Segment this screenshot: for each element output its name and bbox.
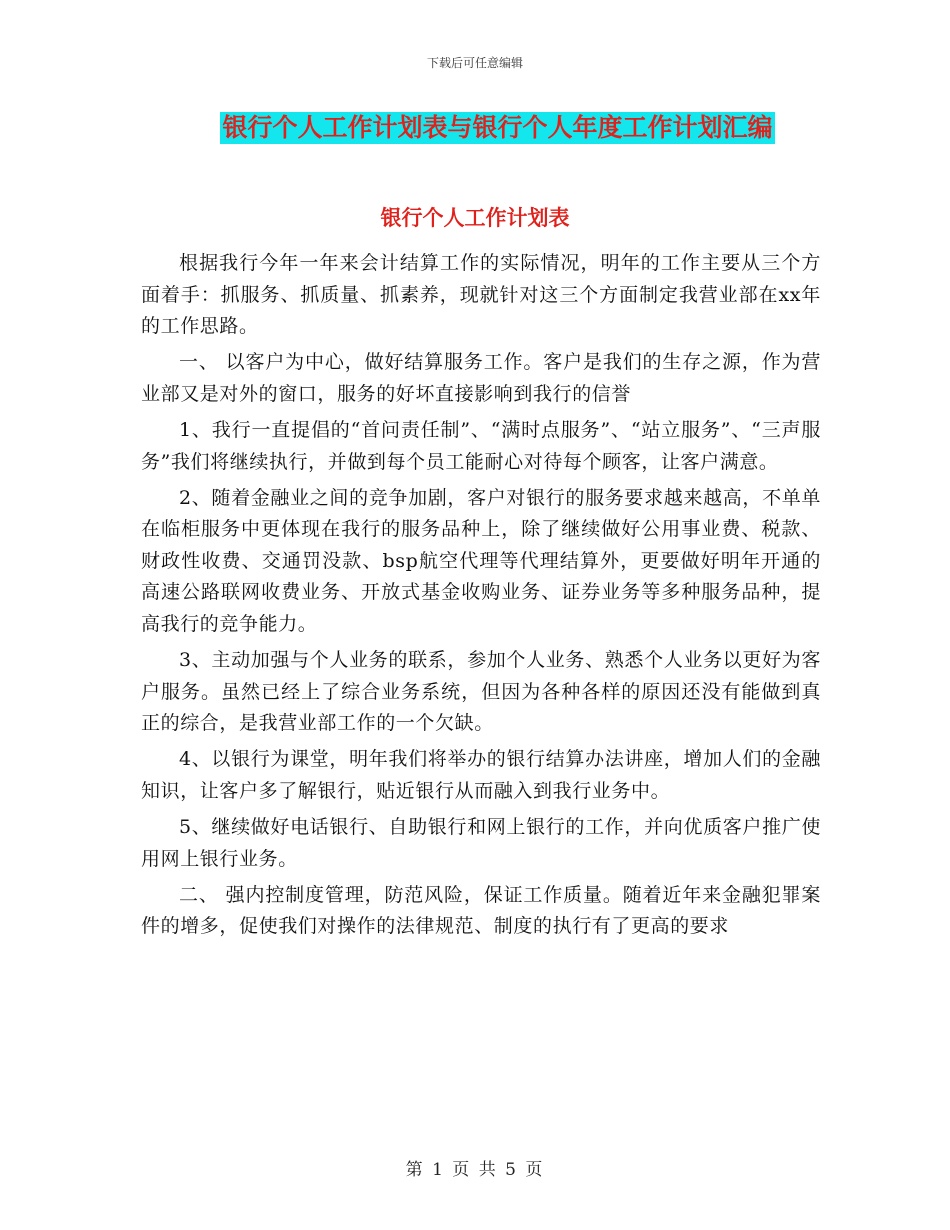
paragraph-item-3: 3、主动加强与个人业务的联系，参加个人业务、熟悉个人业务以更好为客户服务。虽然已经上了综合业务系统，但因为各种各样的原因还没有能做到真正的综合，是我营业部工作的一个欠缺。 (141, 649, 821, 735)
paragraph-item-5: 5、继续做好电话银行、自助银行和网上银行的工作，并向优质客户推广使用网上银行业务。 (141, 816, 821, 870)
document-body (141, 248, 821, 943)
paragraph-intro: 根据我行今年一年来会计结算工作的实际情况，明年的工作主要从三个方面着手：抓服务、抓质量、抓素养，现就针对这三个方面制定我营业部在xx年的工作思路。 (141, 252, 821, 338)
section-title: 银行个人工作计划表 (380, 206, 570, 230)
paragraph-item-1: 1、我行一直提倡的“首问责任制”、“满时点服务”、“站立服务”、“三声服务”我们将继续执行，并做到每个员工能耐心对待每个顾客，让客户满意。 (141, 418, 821, 473)
main-title-container (0, 112, 950, 144)
page-header-note: 下载后可任意编辑 (426, 56, 523, 70)
page-number: 第 1 页 共 5 页 (405, 1160, 545, 1180)
paragraph-item-4: 4、以银行为课堂，明年我们将举办的银行结算办法讲座，增加人们的金融知识，让客户多了解银行，贴近银行从而融入到我行业务中。 (141, 748, 821, 802)
paragraph-section-one: 一、 以客户为中心，做好结算服务工作。客户是我们的生存之源，作为营业部又是对外的窗口，服务的好坏直接影响到我行的信誉 (141, 351, 821, 405)
main-title: 银行个人工作计划表与银行个人年度工作计划汇编 (222, 113, 773, 142)
paragraph-item-2: 2、随着金融业之间的竞争加剧，客户对银行的服务要求越来越高，不单单在临柜服务中更体现在我行的服务品种上，除了继续做好公用事业费、税款、财政性收费、交通罚没款、bsp航空代理等代理结算外，更要做好明年开通的高速公路联网收费业务、开放式基金收购业务、证券业务等多种服务品种，提高我行的竞争能力。 (141, 486, 821, 636)
paragraph-section-two: 二、 强内控制度管理，防范风险，保证工作质量。随着近年来金融犯罪案件的增多，促使我们对操作的法律规范、制度的执行有了更高的要求 (141, 883, 821, 938)
